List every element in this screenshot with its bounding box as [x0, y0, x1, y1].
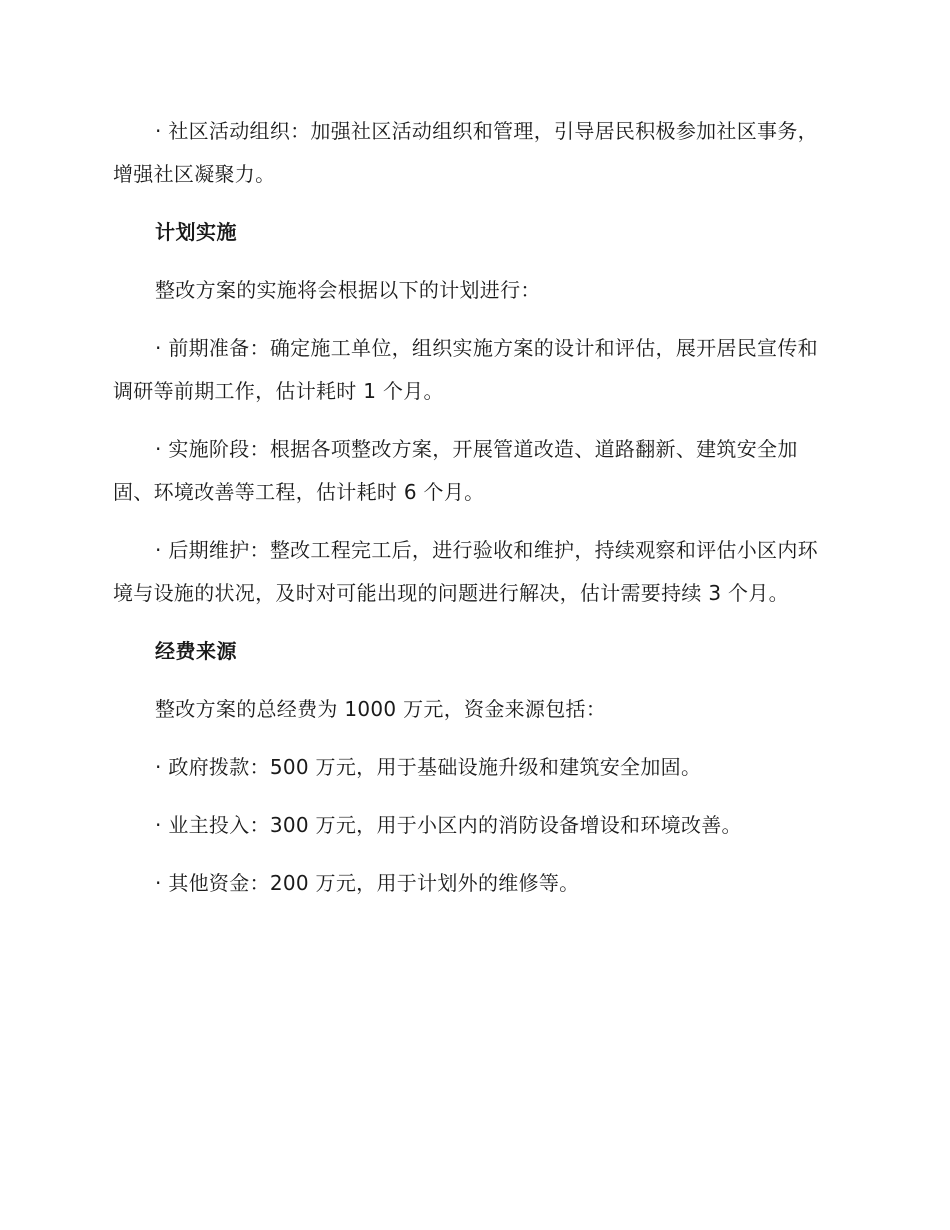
paragraph-owner-funding: · 业主投入：300 万元，用于小区内的消防设备增设和环境改善。 [155, 813, 742, 837]
document-body [113, 110, 825, 920]
paragraph-plan-intro: 整改方案的实施将会根据以下的计划进行： [155, 278, 541, 302]
paragraph-funds-intro: 整改方案的总经费为 1000 万元，资金来源包括： [155, 697, 607, 721]
paragraph-community-activities: · 社区活动组织：加强社区活动组织和管理，引导居民积极参加社区事务，增强社区凝聚力。 [113, 119, 818, 186]
section-heading-plan: 计划实施 [155, 220, 237, 244]
section-heading-funds: 经费来源 [155, 639, 237, 663]
paragraph-preparation: · 前期准备：确定施工单位，组织实施方案的设计和评估，展开居民宣传和调研等前期工作，估计耗时 1 个月。 [113, 336, 818, 403]
paragraph-maintenance: · 后期维护：整改工程完工后，进行验收和维护，持续观察和评估小区内环境与设施的状况，及时对可能出现的问题进行解决，估计需要持续 3 个月。 [113, 538, 818, 605]
paragraph-government-funding: · 政府拨款：500 万元，用于基础设施升级和建筑安全加固。 [155, 755, 702, 779]
paragraph-other-funding: · 其他资金：200 万元，用于计划外的维修等。 [155, 871, 580, 895]
paragraph-implementation: · 实施阶段：根据各项整改方案，开展管道改造、道路翻新、建筑安全加固、环境改善等工程，估计耗时 6 个月。 [113, 437, 798, 504]
